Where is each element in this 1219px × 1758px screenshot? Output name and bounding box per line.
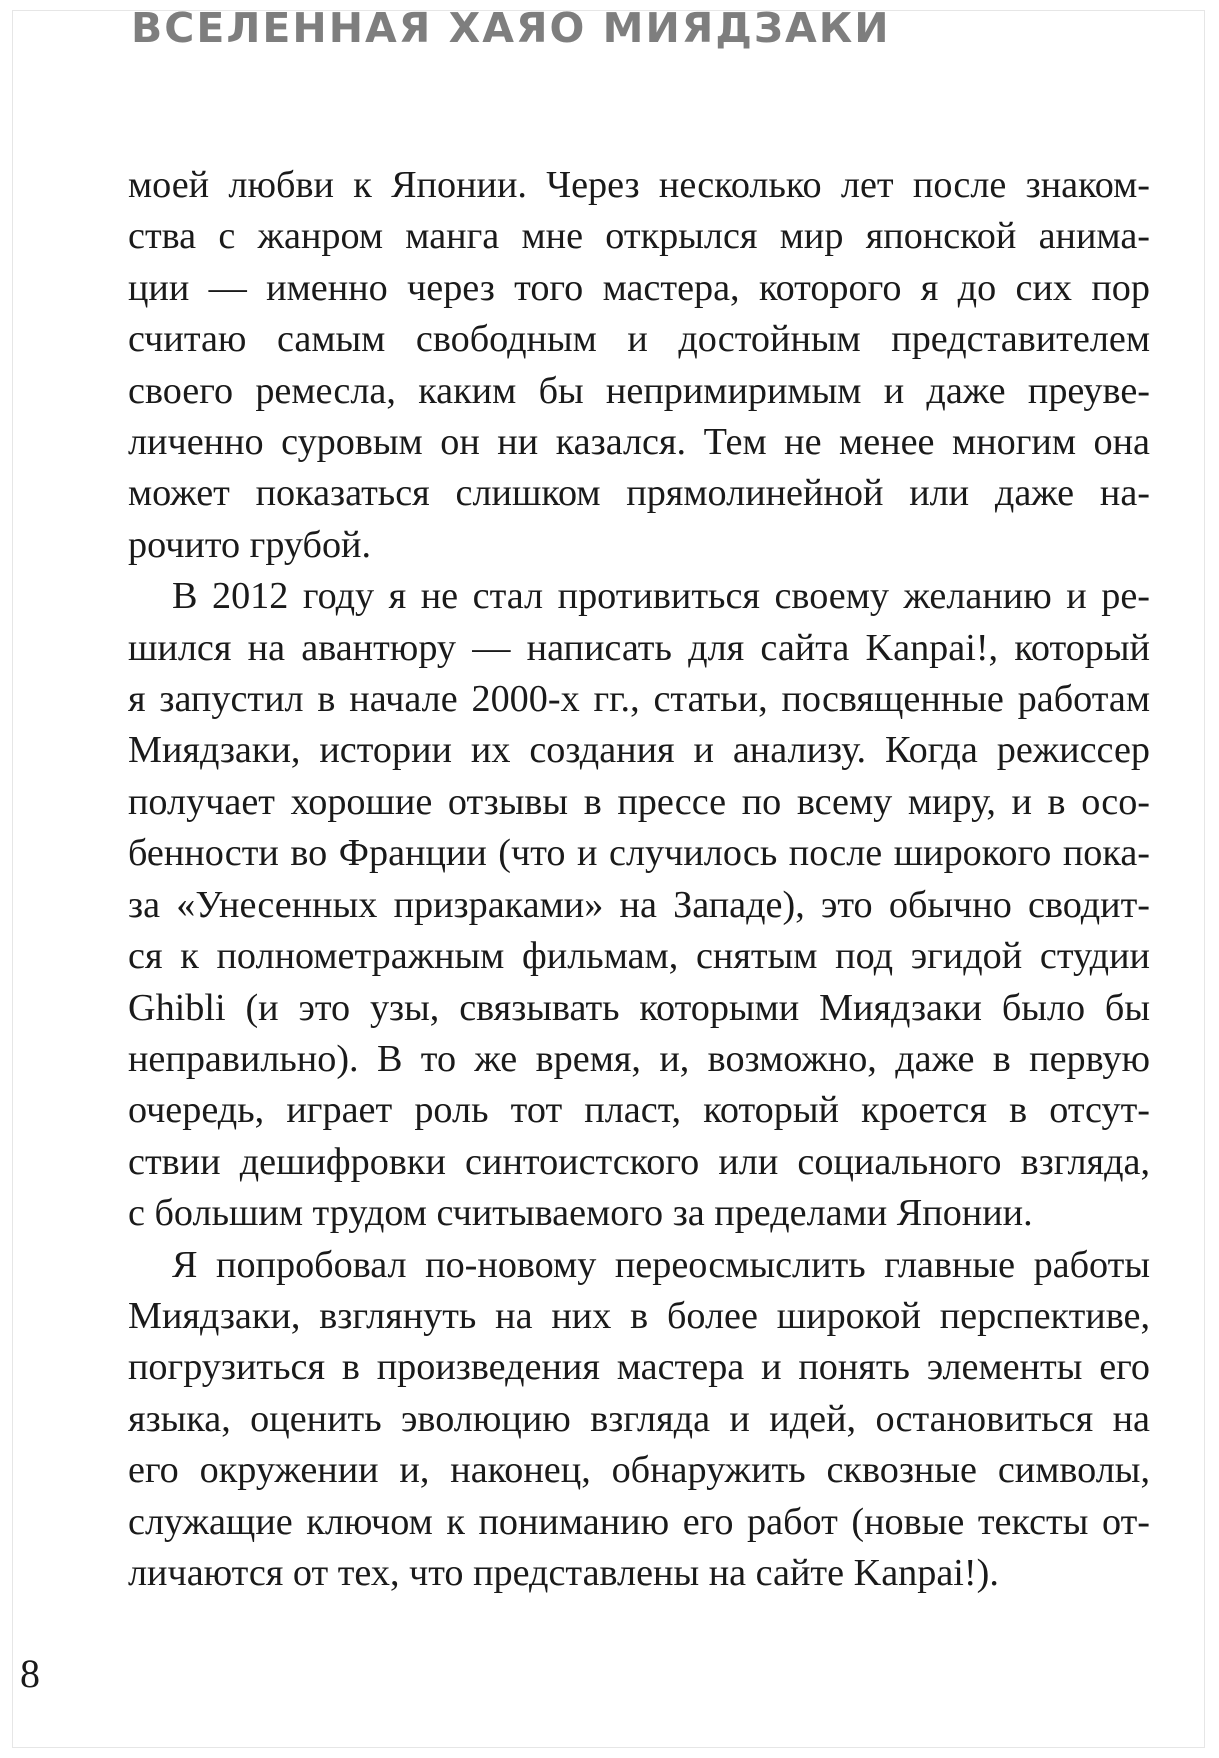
text-line: может показаться слишком прямолинейной или даже на-	[128, 472, 1150, 515]
running-header: ВСЕЛЕННАЯ ХАЯО МИЯДЗАКИ	[131, 4, 891, 52]
text-line: ции — именно через того мастера, которого я до сих пор	[128, 266, 1150, 309]
text-line: личенно суровым он ни казался. Тем не менее многим она	[128, 421, 1150, 464]
text-line: я запустил в начале 2000-х гг., статьи, посвященные работам	[128, 678, 1150, 721]
paragraph-1	[128, 160, 1150, 571]
text-line: неправильно). В то же время, и, возможно, даже в первую	[128, 1037, 1150, 1080]
text-line: своего ремесла, каким бы непримиримым и даже преуве-	[128, 369, 1150, 412]
text-line: бенности во Франции (что и случилось после широкого пока-	[128, 832, 1150, 875]
text-line: его окружении и, наконец, обнаружить сквозные символы,	[128, 1449, 1150, 1492]
text-line: ся к полнометражным фильмам, снятым под эгидой студии	[128, 935, 1150, 978]
text-line: за «Унесенных призраками» на Западе), это обычно сводит-	[128, 883, 1150, 926]
text-line: моей любви к Японии. Через несколько лет после знаком-	[128, 164, 1150, 206]
text-line: шился на авантюру — написать для сайта Kanpai!, который	[128, 626, 1150, 669]
text-line: погрузиться в произведения мастера и понять элементы его	[128, 1346, 1150, 1389]
text-line: ствии дешифровки синтоистского или социального взгляда,	[128, 1140, 1150, 1183]
text-line: очередь, играет роль тот пласт, который кроется в отсут-	[128, 1089, 1150, 1132]
text-line: Миядзаки, истории их создания и анализу. Когда режиссер	[128, 729, 1150, 772]
text-line: Я попробовал по-новому переосмыслить главные работы	[172, 1243, 1150, 1286]
body-text	[128, 160, 1150, 1599]
text-line: ства с жанром манга мне открылся мир японской анима-	[128, 215, 1150, 258]
text-line: считаю самым свободным и достойным представителем	[128, 318, 1150, 361]
text-line: рочито грубой.	[128, 523, 372, 566]
text-line: личаются от тех, что представлены на сайте Kanpai!).	[128, 1551, 999, 1594]
page-number: 8	[20, 1651, 40, 1696]
paragraph-3	[128, 1240, 1150, 1600]
text-line: Миядзаки, взглянуть на них в более широкой перспективе,	[128, 1294, 1150, 1337]
text-line: с большим трудом считываемого за пределами Японии.	[128, 1192, 1033, 1235]
text-line: служащие ключом к пониманию его работ (новые тексты от-	[128, 1500, 1150, 1543]
text-line: Ghibli (и это узы, связывать которыми Миядзаки было бы	[128, 986, 1150, 1029]
text-line: языка, оценить эволюцию взгляда и идей, остановиться на	[128, 1397, 1150, 1440]
text-line: В 2012 году я не стал противиться своему желанию и ре-	[172, 575, 1150, 618]
paragraph-2	[128, 571, 1150, 1239]
text-line: получает хорошие отзывы в прессе по всему миру, и в осо-	[128, 780, 1150, 823]
